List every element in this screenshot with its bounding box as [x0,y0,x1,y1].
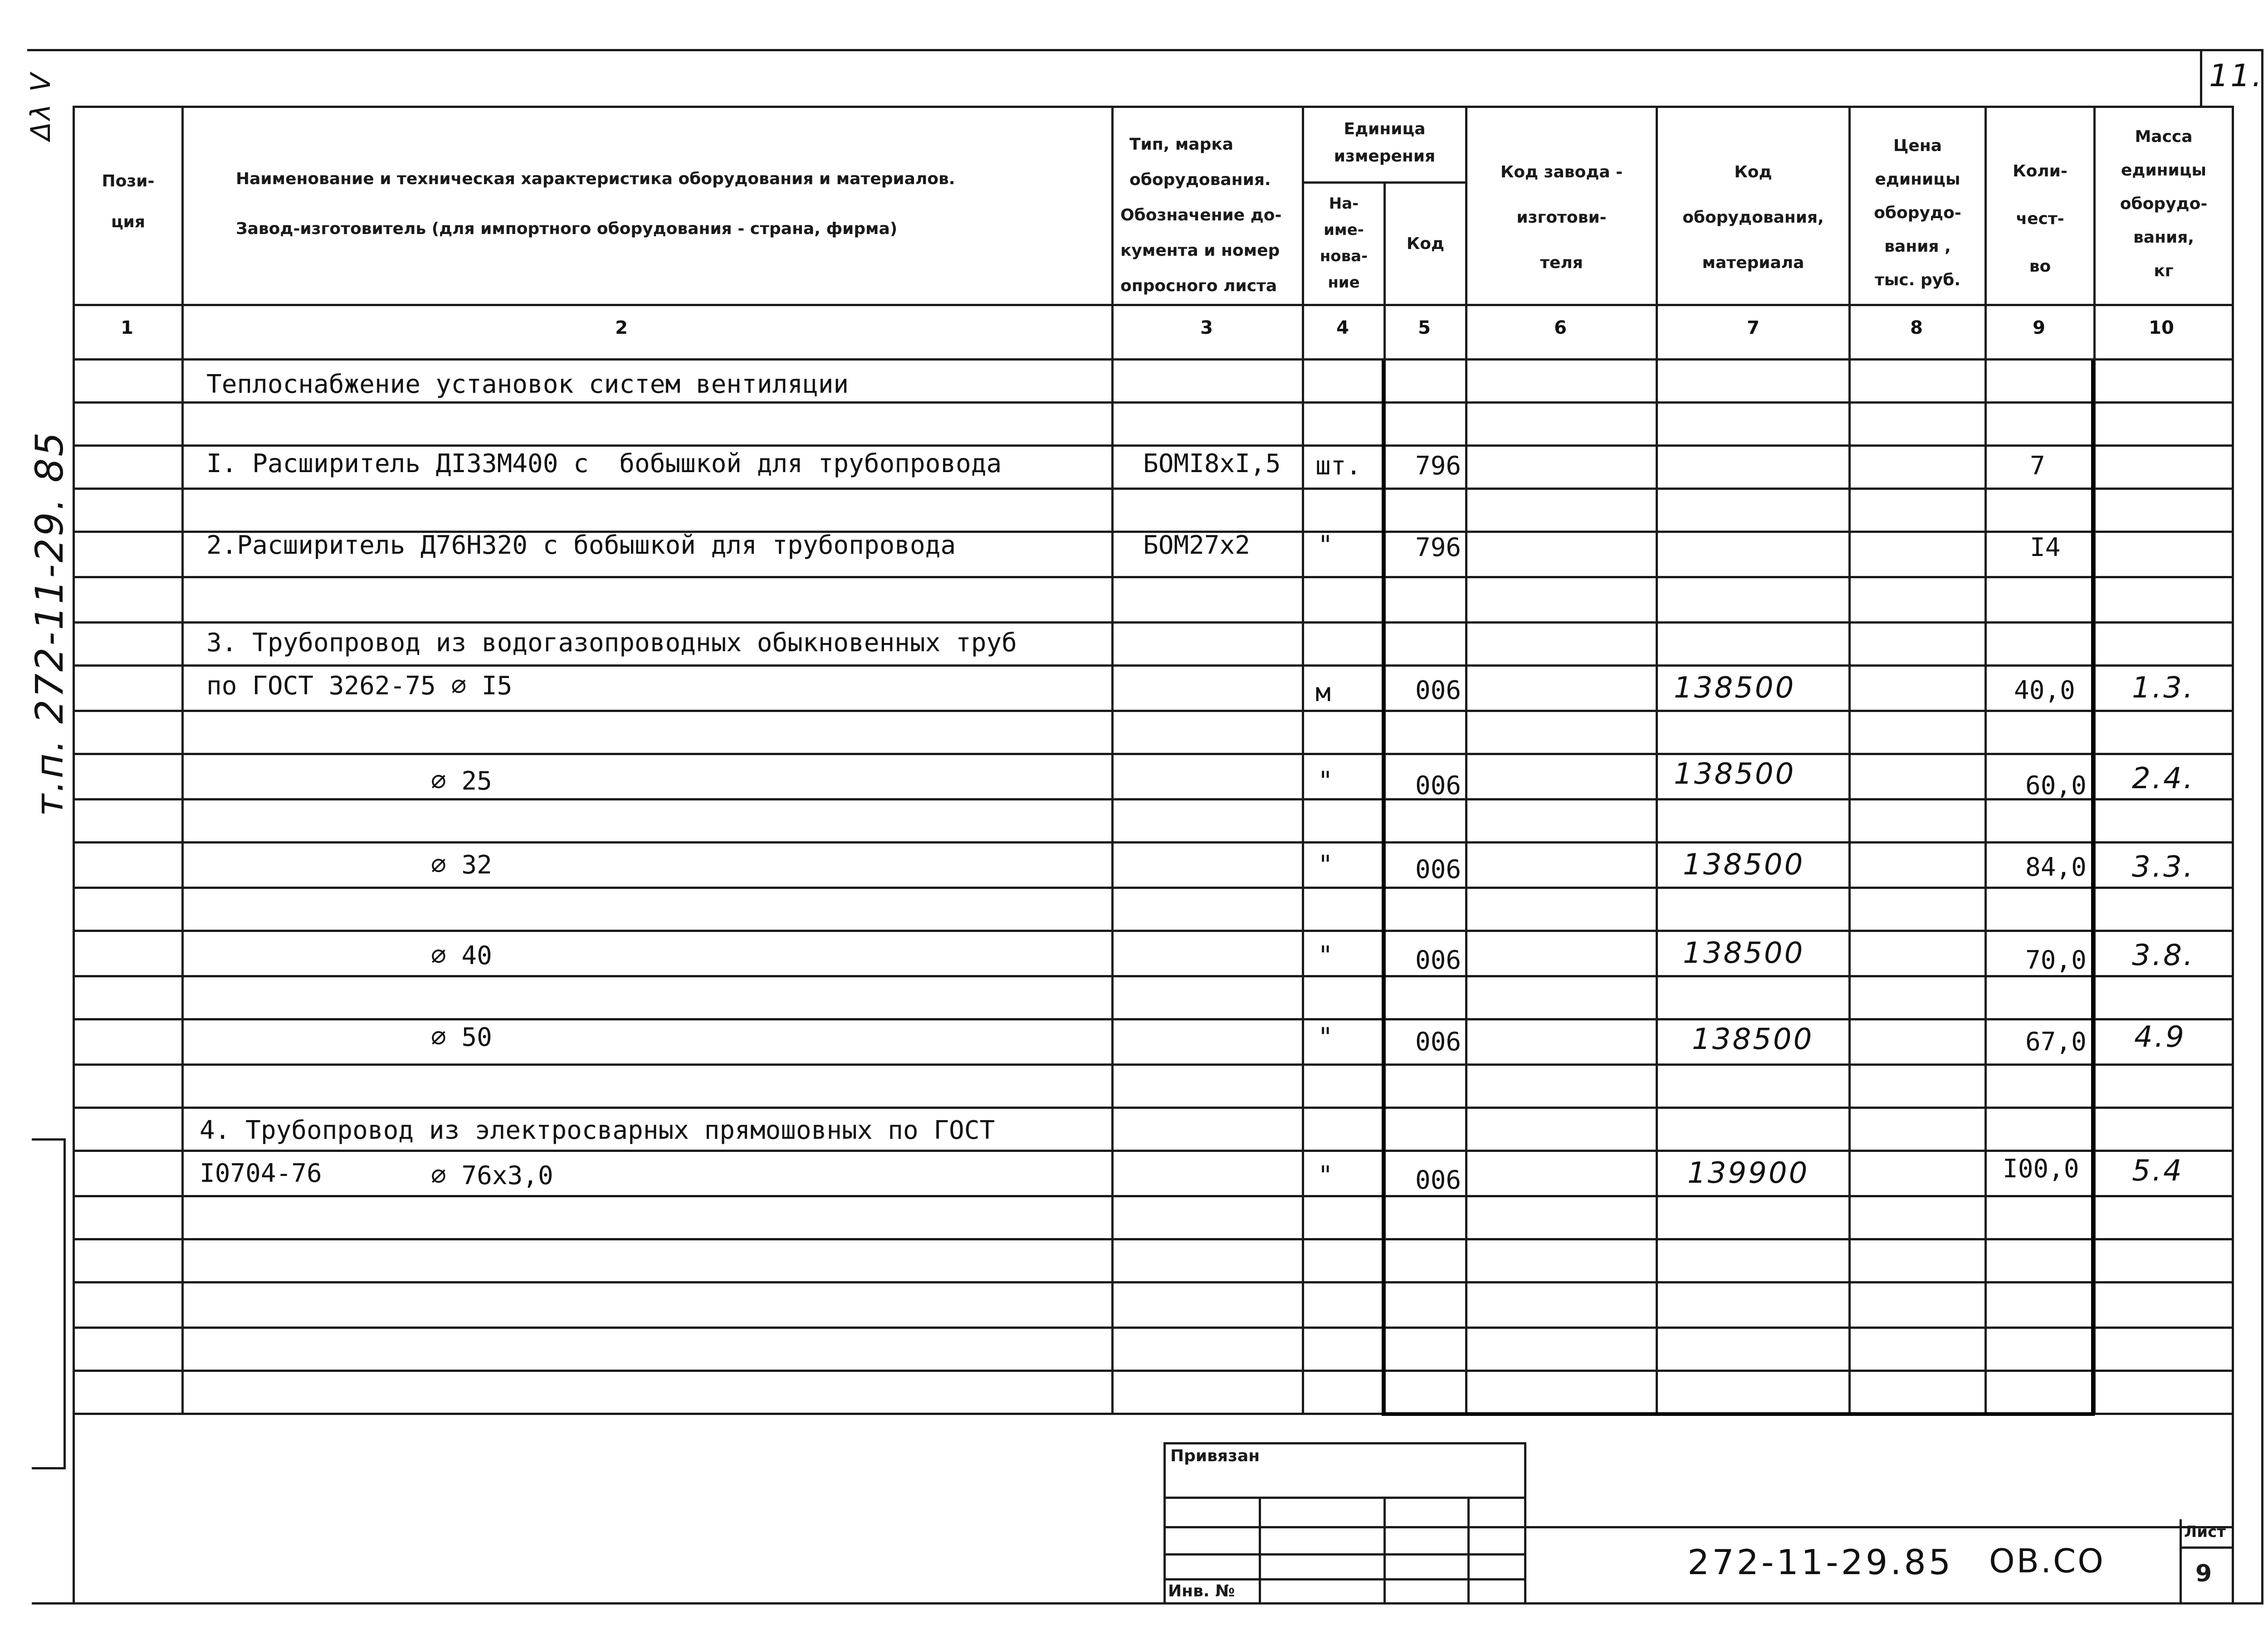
row3-unit: м [1315,678,1331,707]
row1-qty: 7 [2030,451,2045,481]
row-line-8 [73,710,2234,712]
row7-code: 006 [1415,1027,1461,1057]
colnum-10: 10 [2149,317,2174,338]
stamp-row-line-1 [1163,1497,1526,1499]
header-col7-line3: материала [1702,254,1804,272]
row1-unit: шт. [1315,451,1362,481]
header-col3-line3: Обозначение до- [1120,206,1282,224]
row8-material-code: 139900 [1687,1156,1809,1190]
stamp-col-line-2 [1383,1497,1386,1603]
sheet-box-left [2180,1519,2182,1603]
header-col5: Код [1406,234,1445,253]
row5-material-code: 138500 [1683,848,1805,882]
header-unit-line2: измерения [1334,147,1436,166]
table-top-line [73,106,2234,108]
row6-material-code: 138500 [1683,937,1805,970]
row3-qty: 40,0 [2014,676,2075,705]
header-unit-group [1304,116,1465,170]
top-border-line [27,49,2263,51]
row-line-6 [73,621,2234,624]
row5-code: 006 [1415,855,1461,884]
stamp-col-line-3 [1467,1497,1470,1603]
row-line-10 [73,798,2234,800]
side-project-code-text: т.п. 272-11-29. 85 [27,430,72,816]
row7-qty: 67,0 [2025,1027,2087,1057]
stamp-row-line-2 [1163,1526,1526,1528]
header-col2-line2: Завод-изготовитель (для импортного оборудования - страна, фирма) [236,219,898,238]
row8-title: 4. Трубопровод из электросварных прямошовных по ГОСТ [200,1116,995,1145]
col-line-5-6 [1465,107,1467,1415]
row-line-11 [73,841,2234,844]
row7-unit: " [1318,1023,1333,1052]
header-col3-line1: Тип, марка [1129,135,1234,154]
table-left-line [73,107,75,1603]
left-bracket-bottom [32,1467,66,1469]
col-line-8-9 [1984,107,1987,1415]
document-code: 272-11-29.85 [1687,1542,1954,1582]
header-col9-line3: во [2029,257,2051,276]
stamp-inv-label: Инв. № [1168,1582,1235,1600]
row3-title: 3. Трубопровод из водогазопроводных обыкновенных труб [206,628,1017,658]
bottom-frame-line [32,1602,2263,1605]
row-line-21 [73,1281,2234,1283]
row6-mass: 3.8. [2132,939,2195,972]
colnum-8: 8 [1910,317,1923,338]
header-col4-line1: На- [1329,195,1359,213]
row-line-9 [73,753,2234,755]
row-line-18 [73,1150,2234,1152]
header-col3-line2: оборудования. [1129,171,1271,189]
row2-code: 796 [1415,533,1461,562]
header-col8-line2: единицы [1875,170,1960,189]
row-line-22 [73,1327,2234,1329]
header-col1 [75,161,181,243]
bold-frame-right [2091,361,2095,1415]
header-col6-line1: Код завода - [1500,163,1623,181]
header-col8-line5: тыс. руб. [1874,271,1961,289]
header-col9-line2: чест- [2016,210,2064,228]
side-project-code [27,408,73,816]
colnum-4: 4 [1336,317,1349,338]
header-col4-line3: нова- [1320,247,1368,265]
row3-mass: 1.3. [2132,671,2195,705]
table-right-line [2232,107,2234,1603]
header-col4 [1304,190,1383,296]
header-col6 [1467,150,1656,286]
row4-material-code: 138500 [1674,757,1796,791]
stamp-col-line-1 [1259,1497,1261,1603]
header-col7-line2: оборудования, [1682,208,1824,227]
row-line-23 [73,1370,2234,1372]
header-col4-line2: име- [1324,221,1364,239]
row2-name: 2.Расширитель Д76Н320 с бобышкой для трубопровода [206,531,956,560]
document-suffix: ОВ.СО [1989,1542,2105,1580]
header-col8 [1851,129,1984,297]
row5-name: ∅ 32 [431,850,492,880]
row4-code: 006 [1415,771,1461,800]
left-margin-bracket [64,1138,66,1469]
header-col1-line2: ция [111,213,146,231]
colnum-1: 1 [121,317,133,338]
row4-unit: " [1318,766,1333,796]
row-line-19 [73,1195,2234,1197]
row5-unit: " [1318,850,1333,880]
row4-mass: 2.4. [2132,762,2195,795]
colnum-7: 7 [1747,317,1760,338]
colnum-5: 5 [1418,317,1431,338]
right-frame-line [2261,49,2263,1605]
row1-code: 796 [1415,451,1461,481]
row-line-17 [73,1107,2234,1109]
header-col6-line3: теля [1540,254,1583,272]
row4-qty: 60,0 [2025,771,2087,800]
row8-qty: I00,0 [2003,1154,2079,1184]
header-col10-line1: Масса [2135,127,2193,146]
header-col4-line4: ние [1328,273,1360,292]
row-line-16 [73,1063,2234,1066]
col-line-7-8 [1848,107,1851,1415]
row2-type: БОМ27х2 [1143,531,1251,560]
colnum-2: 2 [615,317,628,338]
sheet-corner-number: 11. [2209,58,2264,94]
row-line-7 [73,664,2234,667]
header-unit-line1: Единица [1344,120,1426,138]
row4-name: ∅ 25 [431,766,492,796]
stamp-row-line-4 [1163,1578,1526,1580]
row-line-12 [73,887,2234,889]
row5-mass: 3.3. [2132,850,2195,884]
unit-subheader-line [1302,181,1467,184]
row8-mass: 5.4 [2132,1154,2184,1188]
header-col3 [1116,127,1302,304]
row6-unit: " [1318,941,1333,971]
col-line-1-2 [181,107,184,1415]
row-line-3 [73,488,2234,490]
row-line-1 [73,401,2234,404]
row8-name-a: I0704-76 [200,1159,322,1188]
row7-name: ∅ 50 [431,1023,492,1052]
row8-name-b: ∅ 76х3,0 [431,1161,553,1190]
header-col10 [2096,120,2232,288]
bold-frame-left [1382,361,1385,1415]
header-col8-line1: Цена [1893,137,1942,155]
row-line-15 [73,1018,2234,1020]
header-col8-line3: оборудо- [1874,204,1961,222]
bold-frame-bottom [1382,1412,2095,1416]
row2-qty: I4 [2030,533,2061,562]
header-col7-line1: Код [1734,163,1772,181]
stamp-row-line-3 [1163,1553,1526,1556]
section-title: Теплоснабжение установок систем вентиляции [206,370,849,399]
colnum-9: 9 [2033,317,2045,338]
header-bottom-line [73,304,2234,306]
side-initials [25,50,61,141]
row3-name: по ГОСТ 3262-75 ∅ I5 [206,671,513,701]
row8-unit: " [1318,1161,1333,1190]
col-line-6-7 [1656,107,1658,1415]
sheet-number: 9 [2195,1560,2212,1587]
row6-qty: 70,0 [2025,946,2087,975]
stamp-box-top [1163,1442,1526,1444]
header-col2 [191,154,1107,254]
header-col10-line2: единицы [2121,161,2207,180]
sheet-box-mid [2180,1546,2234,1549]
colnum-6: 6 [1554,317,1567,338]
header-col3-line4: кумента и номер [1120,241,1280,260]
colnum-bottom-line [73,358,2234,361]
col-line-2-3 [1111,107,1114,1415]
header-col10-line4: вания, [2133,228,2194,247]
colnum-3: 3 [1200,317,1213,338]
row3-material-code: 138500 [1674,671,1796,705]
row5-qty: 84,0 [2025,853,2087,882]
row-line-20 [73,1238,2234,1240]
row1-name: I. Расширитель ДI33М400 с бобышкой для трубопровода [206,449,1002,478]
header-col8-line4: вания , [1884,237,1951,256]
header-col9-line1: Коли- [2013,162,2068,180]
header-col1-line1: Пози- [102,172,155,190]
header-col7 [1658,150,1848,286]
row7-material-code: 138500 [1692,1023,1814,1056]
row-line-2 [73,444,2234,447]
side-initials-text: Δλ V [25,71,57,141]
row6-name: ∅ 40 [431,941,492,971]
row-line-13 [73,930,2234,932]
col-line-3-4 [1302,107,1304,1415]
header-col10-line5: кг [2154,262,2174,280]
row-line-5 [73,576,2234,578]
row7-mass: 4.9 [2134,1020,2186,1054]
row3-code: 006 [1415,676,1461,705]
header-col3-line5: опросного листа [1120,277,1277,295]
header-col2-line1: Наименование и техническая характеристика оборудования и материалов. [236,170,955,188]
header-col6-line2: изготови- [1516,208,1607,227]
row6-code: 006 [1415,946,1461,975]
stamp-privyazan-label: Привязан [1170,1447,1260,1465]
sheet-label: Лист [2184,1523,2226,1541]
row1-type: БОМI8хI,5 [1143,449,1281,478]
row8-code: 006 [1415,1166,1461,1195]
doc-code-line [1524,1526,2232,1528]
left-bracket-top [32,1138,66,1141]
header-col9 [1987,147,2093,290]
row2-unit: " [1318,531,1333,560]
sheet-number-box-left [2200,49,2202,108]
row-line-14 [73,975,2234,977]
header-col10-line3: оборудо- [2120,195,2208,213]
